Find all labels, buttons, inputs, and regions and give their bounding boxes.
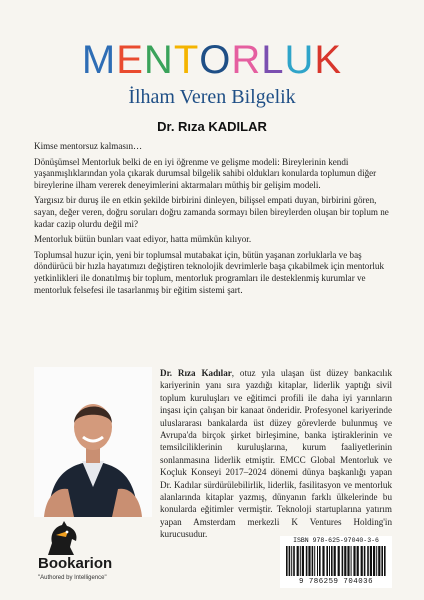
publisher-tagline: "Authored by Intelligence" — [38, 575, 107, 581]
barcode-bar — [329, 546, 330, 576]
isbn-text: ISBN 978-625-97040-3-6 — [293, 537, 379, 544]
barcode-bar — [381, 546, 383, 576]
barcode-bar — [342, 546, 344, 576]
barcode-bar — [331, 546, 333, 576]
barcode-bar — [334, 546, 336, 576]
publisher-name: Bookarion — [38, 555, 113, 572]
barcode-bar — [308, 546, 310, 576]
title-letter: L — [261, 38, 285, 82]
barcode-bar — [312, 546, 314, 576]
author-bio — [160, 367, 392, 541]
blurb-paragraph: Kimse mentorsuz kalmasın… — [34, 141, 143, 151]
publisher-logo — [38, 521, 138, 595]
barcode-bar — [306, 546, 308, 576]
barcode-bar — [370, 546, 372, 576]
barcode-bar — [357, 546, 359, 576]
title-letter: T — [173, 38, 200, 82]
title-letter: R — [231, 38, 262, 82]
barcode-bar — [347, 546, 349, 576]
barcode-bar — [361, 546, 363, 576]
barcode-bar — [376, 546, 377, 576]
blurb-paragraph: Toplumsal huzur için, yeni bir toplumsal mutabakat için, bütün yaşanan zorluklarla ve baş döndürücü bir hızla hayatımızı değiştiren teknolojik devrimlerle başa çıkabilmek için mentorluk yetkinlikleri ile donatılmış bir toplum, mentorluk programları ile desteklenmiş kurumlar ve mentorluk felsefesi ile tasarlanmış bir eğitim sistemi şart. — [34, 249, 385, 295]
barcode-bar — [302, 546, 304, 576]
barcode-bar — [300, 546, 301, 576]
barcode-bar — [384, 546, 386, 576]
barcode-bar — [319, 546, 321, 576]
bio-text: , otuz yıla ulaşan üst düzey bankacılık kariyerinin yanı sıra yazdığı kitaplar, liderlik yaptığı sivil toplum kuruluşları ve eğitimci profili ile daha iyi yarınların inşası için çalışan bir kanaat önderidir. Profesyonel kariyerinde uluslararası bankalarda üst düzey görevlerde bulunmuş ve Avrupa'da birçok şirket birleşimine, banka iştiraklerinin ve temsilciliklerinin kuruluşlarına, kurum faaliyetlerinin sonlanmasına liderlik etmiştir. EMCC Global Mentorluk ve Koçluk Konseyi 2017–2024 dönemi dünya başkanlığı yapan Dr. Kadılar sürdürülebilirlik, liderlik, fasilitasyon ve mentorluk alanlarında kitaplar yazmış, dünyanın farklı ülkelerinde bu konularda eğitimler vermiştir. Teknoloji startuplarına yatırım yapan Amsterdam merkezli K Ventures Holding'in kurucusudur. — [160, 368, 392, 540]
barcode-bar — [322, 546, 324, 576]
title-letter: E — [116, 38, 144, 82]
title-letter: U — [284, 38, 315, 82]
barcode-bar — [338, 546, 340, 576]
blurb-paragraph: Mentorluk bütün bunları vaat ediyor, hatta mümkün kılıyor. — [34, 234, 252, 245]
barcode-bar — [317, 546, 318, 576]
author-name: Dr. Rıza KADILAR — [157, 119, 267, 134]
title-letter: K — [314, 38, 343, 82]
barcode-bar — [286, 546, 288, 576]
blurb-paragraph: Dönüşümsel Mentorluk belki de en iyi öğrenme ve gelişme modeli: Bireylerinin kendi yaşanmışlıklarından yola çıkarak durumsal bilgelik sahibi oldukları konularda toplumun diğer bireylerine ilham vererek deneyimlerini aktarmaları müthiş bir gelişim modeli. — [34, 156, 377, 190]
author-photo — [34, 367, 152, 517]
barcode-bar — [314, 546, 315, 576]
barcode-bar — [367, 546, 369, 576]
book-title — [0, 38, 424, 82]
barcode-bar — [378, 546, 380, 576]
barcode-bar — [326, 546, 328, 576]
barcode-bar — [297, 546, 299, 576]
barcode-bar — [291, 546, 292, 576]
barcode-bar — [351, 546, 352, 576]
barcode-bar — [364, 546, 366, 576]
barcode-bar — [353, 546, 355, 576]
barcode-bar — [289, 546, 291, 576]
author-portrait-icon — [34, 367, 152, 517]
barcode-bar — [373, 546, 375, 576]
isbn-barcode — [280, 536, 392, 588]
title-letter: N — [143, 38, 174, 82]
title-letter: O — [199, 38, 232, 82]
horse-logo-icon — [42, 521, 82, 557]
barcode-icon — [280, 546, 392, 576]
barcode-bar — [293, 546, 295, 576]
book-subtitle: İlham Veren Bilgelik — [128, 86, 296, 108]
bio-name: Dr. Rıza Kadılar — [160, 368, 232, 378]
title-letter: M — [81, 38, 117, 82]
barcode-digits: 9 786259 704036 — [298, 578, 374, 586]
blurb-paragraph: Yargısız bir duruş ile en etkin şekilde birbirini dinleyen, bilişsel empati duyan, birbirini gören, sayan, değer veren, doğru soruları doğru zamanda sormayı bilen bireylerden oluşan bir toplum ne kadar cazip olurdu değil mi? — [34, 195, 389, 229]
barcode-bar — [344, 546, 346, 576]
blurb-text — [34, 141, 392, 300]
